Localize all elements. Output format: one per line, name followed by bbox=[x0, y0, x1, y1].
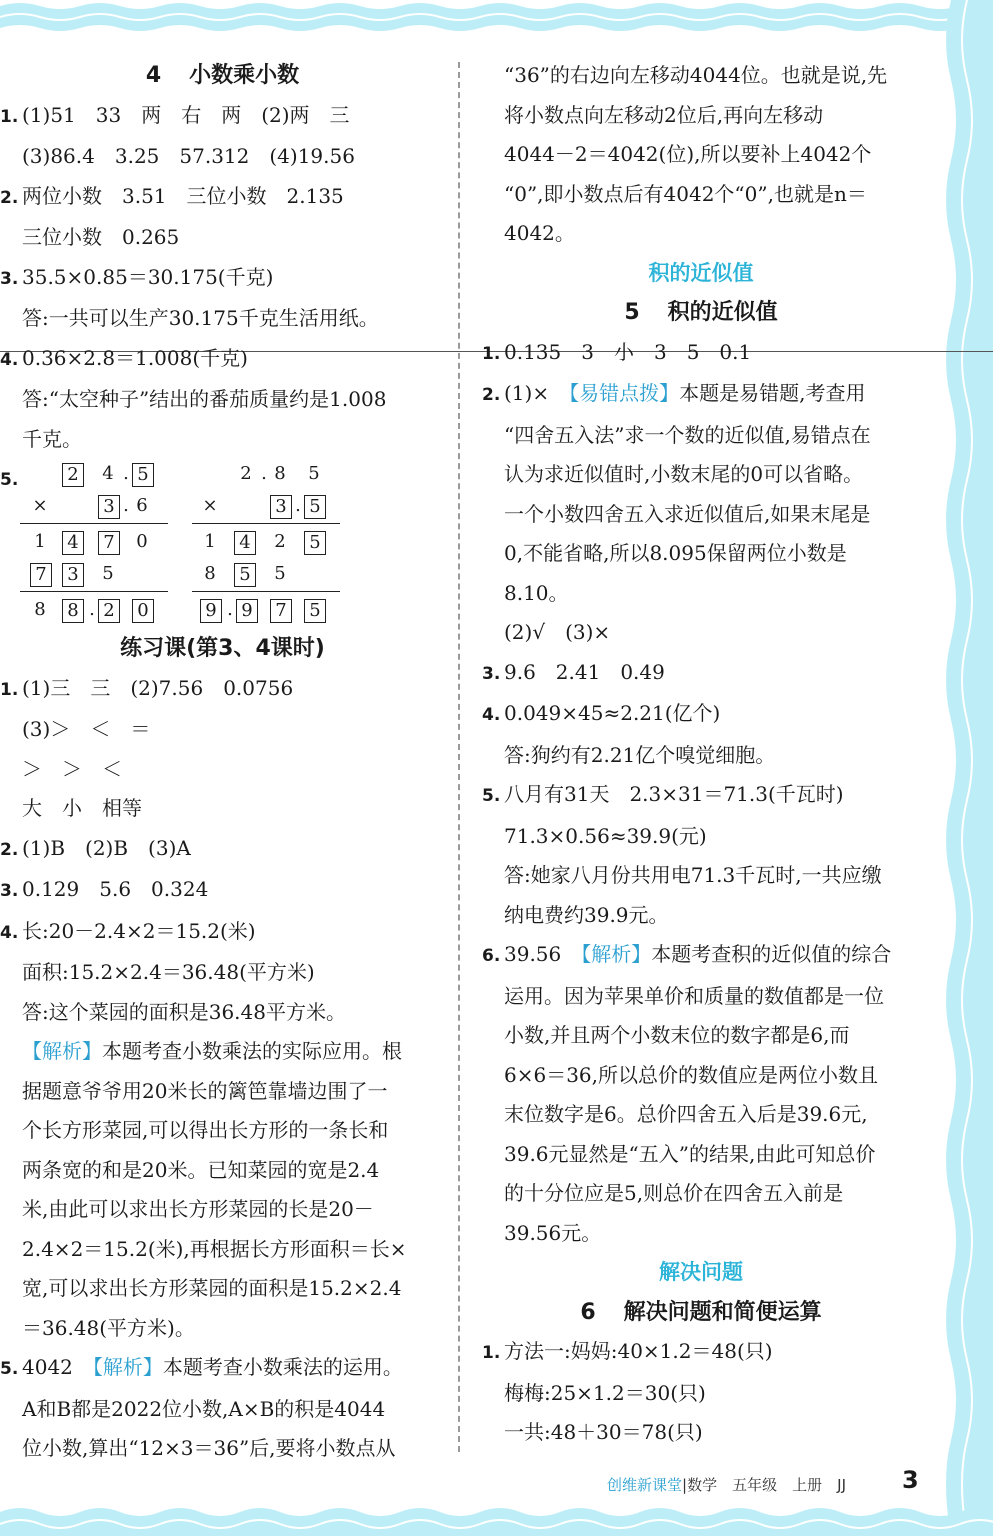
calc-digit: . bbox=[89, 599, 95, 620]
answer-2-explain: 一个小数四舍五入求近似值后,如果末尾是 bbox=[504, 501, 871, 526]
practice-1: 1. (1)三 三 (2)7.56 0.0756 bbox=[0, 675, 294, 700]
calc-digit: 3 bbox=[62, 563, 84, 587]
calc-digit: 5 bbox=[308, 463, 320, 484]
calc-rule bbox=[20, 523, 168, 524]
practice-heading: 练习课(第3、4课时) bbox=[120, 636, 325, 661]
practice-4-cont2: 答:这个菜园的面积是36.48平方米。 bbox=[22, 999, 346, 1024]
left-column bbox=[0, 56, 445, 1469]
answer-5-cont: 答:她家八月份共用电71.3千瓦时,一共应缴 bbox=[504, 863, 882, 887]
answer-6-explain: 运用。因为苹果单价和质量的数值都是一位 bbox=[504, 983, 884, 1008]
answer-6: 6. 39.56 【解析】本题考查积的近似值的综合 bbox=[482, 942, 892, 966]
practice-1-cont2: ＞ ＞ ＜ bbox=[22, 756, 122, 781]
calc-digit: 9 bbox=[236, 599, 258, 623]
practice-2: 2. (1)B (2)B (3)A bbox=[0, 835, 191, 860]
answer-6-explain: 39.6元显然是“五入”的结果,由此可知总价 bbox=[504, 1141, 876, 1166]
calc-rule bbox=[192, 591, 340, 592]
calc-digit: 2 bbox=[274, 531, 286, 552]
calc-digit: 4 bbox=[62, 531, 84, 555]
practice-1-cont: (3)＞ ＜ ＝ bbox=[22, 717, 151, 741]
practice-4-explain: 【解析】本题考查小数乘法的实际应用。根 bbox=[22, 1039, 402, 1063]
answer-2-explain: “四舍五入法”求一个数的近似值,易错点在 bbox=[504, 422, 871, 447]
answer-6-explain: 39.56元。 bbox=[504, 1220, 602, 1245]
right-column bbox=[482, 56, 920, 1453]
answer-6-explain: 小数,并且两个小数末位的数字都是6,而 bbox=[504, 1023, 850, 1047]
answer-6-explain: 的十分位应是5,则总价在四舍五入前是 bbox=[504, 1181, 844, 1205]
practice-4-explain: 宽,可以求出长方形菜园的面积是15.2×2.4 bbox=[22, 1276, 402, 1300]
calc-digit: 7 bbox=[30, 563, 52, 587]
practice-3: 3. 0.129 5.6 0.324 bbox=[0, 877, 209, 901]
calc-digit: 1 bbox=[34, 531, 46, 552]
lesson-5-heading: 5 积的近似值 bbox=[624, 300, 778, 325]
answer-2-explain: 认为求近似值时,小数末尾的0可以省略。 bbox=[504, 462, 864, 486]
calc-digit: 5 bbox=[274, 563, 286, 584]
practice-4-explain: 据题意爷爷用20米长的篱笆靠墙边围了一 bbox=[22, 1078, 388, 1103]
calc-digit: 5 bbox=[304, 531, 326, 555]
calc-digit: 8 bbox=[274, 463, 286, 484]
calc-digit: × bbox=[202, 495, 218, 516]
answer-4: 4. 0.049×45≈2.21(亿个) bbox=[482, 701, 721, 725]
practice-5-explain: 位小数,算出“12×3＝36”后,要将小数点从 bbox=[22, 1436, 396, 1460]
answer-1-cont: (3)86.4 3.25 57.312 (4)19.56 bbox=[22, 144, 355, 168]
calc-digit: 0 bbox=[132, 599, 154, 623]
calc-digit: 6 bbox=[136, 495, 148, 516]
calc-digit: 5 bbox=[304, 495, 326, 519]
answer-5: 5. 八月有31天 2.3×31＝71.3(千瓦时) bbox=[482, 782, 844, 806]
practice-5: 5. 4042 【解析】本题考查小数乘法的运用。 bbox=[0, 1355, 403, 1379]
practice-4-explain: ＝36.48(平方米)。 bbox=[22, 1315, 195, 1340]
answer-1: 1. 0.135 3 小 3 5 0.1 bbox=[482, 339, 752, 364]
practice-4-cont: 面积:15.2×2.4＝36.48(平方米) bbox=[22, 960, 315, 984]
section-title-solve: 解决问题 bbox=[659, 1260, 743, 1284]
lesson-6-heading: 6 解决问题和简便运算 bbox=[580, 1299, 822, 1325]
practice-5-explain: A和B都是2022位小数,A×B的积是4044 bbox=[22, 1396, 386, 1421]
answer-2: 2. (1)× 【易错点拨】本题是易错题,考查用 bbox=[482, 381, 866, 405]
answer-4-cont: 答:“太空种子”结出的番茄质量约是1.008 bbox=[22, 387, 387, 411]
top-wave-border bbox=[0, 0, 993, 34]
answer-4: 4. 0.36×2.8＝1.008(千克) bbox=[0, 345, 248, 370]
column-divider bbox=[458, 62, 460, 1452]
calc-digit: 5 bbox=[132, 463, 154, 487]
answer-4-cont: 答:狗约有2.21亿个嗅觉细胞。 bbox=[504, 742, 776, 767]
answer-3-cont: 答:一共可以生产30.175千克生活用纸。 bbox=[22, 306, 379, 330]
practice-4-explain: 个长方形菜园,可以得出长方形的一条长和 bbox=[22, 1118, 389, 1142]
calc-digit: . bbox=[295, 495, 301, 516]
section-title-approx: 积的近似值 bbox=[648, 260, 754, 285]
bottom-wave-border bbox=[0, 1500, 993, 1536]
calc-digit: 7 bbox=[270, 599, 292, 623]
calc-digit: 5 bbox=[304, 599, 326, 623]
answer-2-explain: 8.10。 bbox=[504, 580, 569, 605]
footer-brand: 创维新课堂 bbox=[607, 1476, 683, 1494]
solve-1: 1. 方法一:妈妈:40×1.2＝48(只) bbox=[482, 1339, 773, 1363]
practice-1-cont3: 大 小 相等 bbox=[22, 796, 142, 820]
answer-2-cont: (2)√ (3)× bbox=[504, 620, 611, 644]
solve-1-cont: 一共:48＋30＝78(只) bbox=[504, 1420, 703, 1444]
calc-digit: 4 bbox=[234, 531, 256, 555]
calc-digit: 2 bbox=[98, 599, 120, 623]
answer-3: 3. 9.6 2.41 0.49 bbox=[482, 659, 665, 684]
page-number: 3 bbox=[902, 1466, 919, 1494]
calc-digit: 2 bbox=[62, 463, 84, 487]
calc-digit: 0 bbox=[136, 531, 148, 552]
answer-3: 3. 35.5×0.85＝30.175(千克) bbox=[0, 264, 274, 289]
continued-explain: 4042。 bbox=[504, 221, 575, 245]
calc-digit: 3 bbox=[270, 495, 292, 519]
solve-1-cont: 梅梅:25×1.2＝30(只) bbox=[504, 1380, 706, 1405]
calc-digit: . bbox=[261, 463, 267, 484]
practice-4: 4. 长:20－2.4×2＝15.2(米) bbox=[0, 918, 256, 943]
lesson-4-heading: 4 小数乘小数 bbox=[145, 63, 300, 88]
calc-digit: 9 bbox=[200, 599, 222, 623]
calc-digit: . bbox=[227, 599, 233, 620]
answer-6-explain: 末位数字是6。总价四舍五入后是39.6元, bbox=[504, 1102, 868, 1126]
continued-explain: “36”的右边向左移动4044位。也就是说,先 bbox=[504, 63, 888, 87]
calc-digit: 5 bbox=[102, 563, 114, 584]
calc-digit: 4 bbox=[102, 463, 114, 484]
practice-4-explain: 两条宽的和是20米。已知菜园的宽是2.4 bbox=[22, 1157, 380, 1182]
answer-5-cont: 71.3×0.56≈39.9(元) bbox=[504, 823, 707, 848]
calc-digit: 8 bbox=[34, 599, 46, 620]
page-footer: 创维新课堂|数学 五年级 上册 JJ bbox=[607, 1476, 847, 1494]
answer-5-cont: 纳电费约39.9元。 bbox=[504, 902, 669, 927]
answer-2-explain: 0,不能省略,所以8.095保留两位小数是 bbox=[504, 541, 847, 565]
calc-digit: 3 bbox=[98, 495, 120, 519]
continued-explain: 4044－2＝4042(位),所以要补上4042个 bbox=[504, 142, 872, 166]
practice-4-explain: 2.4×2＝15.2(米),再根据长方形面积＝长× bbox=[22, 1236, 407, 1261]
answer-5-number: 5. bbox=[0, 470, 19, 490]
calc-rule bbox=[192, 523, 340, 524]
answer-1: 1. (1)51 33 两 右 两 (2)两 三 bbox=[0, 102, 350, 127]
continued-explain: “0”,即小数点后有4042个“0”,也就是n＝ bbox=[504, 181, 867, 206]
answer-2-cont: 三位小数 0.265 bbox=[22, 225, 180, 249]
calc-digit: 7 bbox=[98, 531, 120, 555]
answer-4-cont2: 千克。 bbox=[22, 426, 82, 451]
right-wave-border bbox=[937, 0, 993, 1536]
calc-digit: . bbox=[123, 463, 129, 484]
calc-digit: 8 bbox=[62, 599, 84, 623]
calc-digit: 1 bbox=[204, 531, 216, 552]
practice-4-explain: 米,由此可以求出长方形菜园的长是20－ bbox=[22, 1197, 374, 1221]
calc-digit: 2 bbox=[240, 463, 252, 484]
vertical-multiplication bbox=[0, 459, 445, 629]
answer-6-explain: 6×6＝36,所以总价的数值应是两位小数且 bbox=[504, 1062, 879, 1087]
calc-rule bbox=[20, 591, 168, 592]
continued-explain: 将小数点向左移动2位后,再向左移动 bbox=[504, 102, 824, 127]
calc-digit: × bbox=[32, 495, 48, 516]
calc-digit: 5 bbox=[234, 563, 256, 587]
calc-digit: . bbox=[123, 495, 129, 516]
answer-2: 2. 两位小数 3.51 三位小数 2.135 bbox=[0, 183, 344, 208]
calc-digit: 8 bbox=[204, 563, 216, 584]
